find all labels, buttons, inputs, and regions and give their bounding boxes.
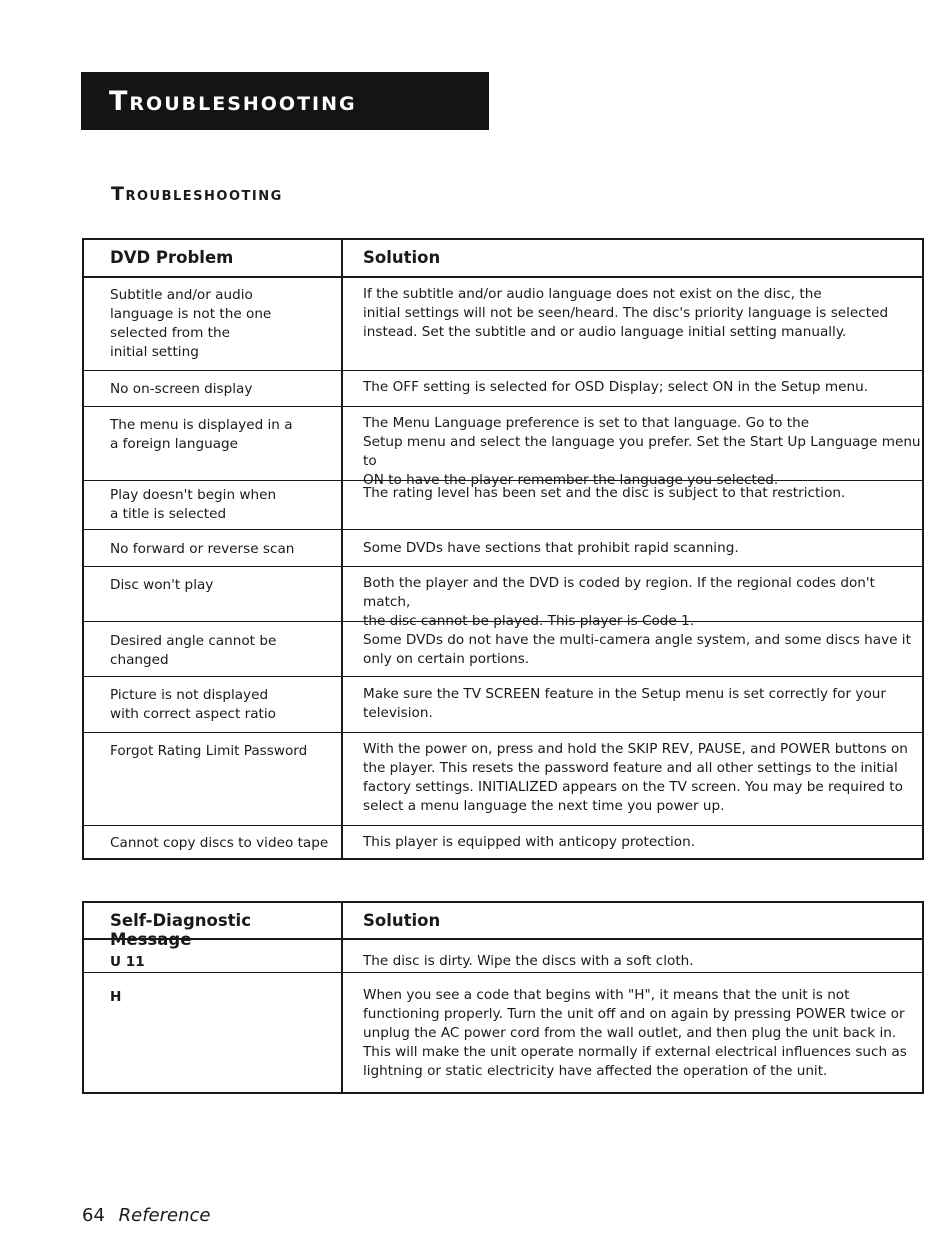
table-row bbox=[84, 733, 922, 826]
problem-cell: No on-screen display bbox=[110, 381, 253, 397]
problem-cell: Play doesn't begin when a title is selected bbox=[110, 487, 277, 522]
code-cell: U 11 bbox=[110, 954, 145, 970]
problem-cell: Subtitle and/or audio language is not the one selected from the initial setting bbox=[110, 287, 272, 360]
solution-cell: The Menu Language preference is set to that language. Go to the Setup menu and select the language you prefer. Set the Start Up Language menu to ON to have the player remember the language you selected. bbox=[363, 415, 921, 488]
table-row bbox=[84, 826, 922, 858]
table-row bbox=[84, 567, 922, 629]
solution-cell: The rating level has been set and the disc is subject to that restriction. bbox=[363, 485, 846, 501]
table-row bbox=[84, 973, 922, 1091]
problem-cell: No forward or reverse scan bbox=[110, 541, 295, 557]
solution-cell: If the subtitle and/or audio language does not exist on the disc, the initial settings will not be seen/heard. The disc's priority language is selected instead. Set the subtitle and or audio language initial setting manually. bbox=[363, 286, 889, 340]
table-row bbox=[84, 407, 922, 488]
solution-cell: The disc is dirty. Wipe the discs with a soft cloth. bbox=[363, 953, 694, 969]
problem-cell: Forgot Rating Limit Password bbox=[110, 743, 308, 759]
solution-cell: Some DVDs have sections that prohibit rapid scanning. bbox=[363, 540, 739, 556]
table-header-row bbox=[84, 240, 922, 278]
code-cell: H bbox=[110, 989, 122, 1005]
table-row bbox=[84, 530, 922, 567]
solution-cell: With the power on, press and hold the SKIP REV, PAUSE, and POWER buttons on the player. This resets the password feature and all other settings to the initial factory settings. INITIALIZED appears on the TV screen. You may be required to select a menu language the next time you power up. bbox=[363, 741, 908, 814]
table-row bbox=[84, 622, 922, 677]
problem-cell: The menu is displayed in a a foreign language bbox=[110, 417, 293, 452]
table-row bbox=[84, 277, 922, 371]
header-solution: Solution bbox=[363, 911, 441, 930]
page-number: 64 bbox=[82, 1205, 105, 1226]
chapter-banner: Troubleshooting bbox=[81, 72, 489, 130]
problem-cell: Disc won't play bbox=[110, 577, 214, 593]
solution-cell: Some DVDs do not have the multi-camera angle system, and some discs have it only on certain portions. bbox=[363, 632, 911, 667]
table-row bbox=[84, 371, 922, 407]
solution-cell: When you see a code that begins with "H", it means that the unit is not functioning properly. Turn the unit off and on again by pressing POWER twice or unplug the AC power cord from the wall outlet, and then plug the unit back in. This will make the unit operate normally if external electrical influences such as lightning or static electricity have affected the operation of the unit. bbox=[363, 987, 907, 1079]
header-solution: Solution bbox=[363, 248, 441, 267]
table-row bbox=[84, 939, 922, 973]
solution-cell: This player is equipped with anticopy protection. bbox=[363, 834, 696, 850]
table-row bbox=[84, 481, 922, 530]
page-footer bbox=[82, 1205, 211, 1226]
problem-cell: Desired angle cannot be changed bbox=[110, 633, 277, 668]
table-header-row bbox=[84, 903, 922, 949]
table-row bbox=[84, 677, 922, 733]
problem-cell: Picture is not displayed with correct aspect ratio bbox=[110, 687, 276, 722]
header-problem: DVD Problem bbox=[110, 248, 234, 267]
solution-cell: The OFF setting is selected for OSD Display; select ON in the Setup menu. bbox=[363, 379, 869, 395]
footer-section-label: Reference bbox=[118, 1205, 211, 1226]
header-message: Self-Diagnostic Message bbox=[110, 911, 251, 949]
self-diagnostic-table bbox=[82, 901, 924, 1094]
dvd-problem-table bbox=[82, 238, 924, 860]
section-title: Troubleshooting bbox=[111, 183, 283, 205]
solution-cell: Both the player and the DVD is coded by region. If the regional codes don't match, the disc cannot be played. This player is Code 1. bbox=[363, 575, 875, 629]
problem-cell: Cannot copy discs to video tape bbox=[110, 835, 329, 851]
solution-cell: Make sure the TV SCREEN feature in the Setup menu is set correctly for your television. bbox=[363, 686, 886, 721]
